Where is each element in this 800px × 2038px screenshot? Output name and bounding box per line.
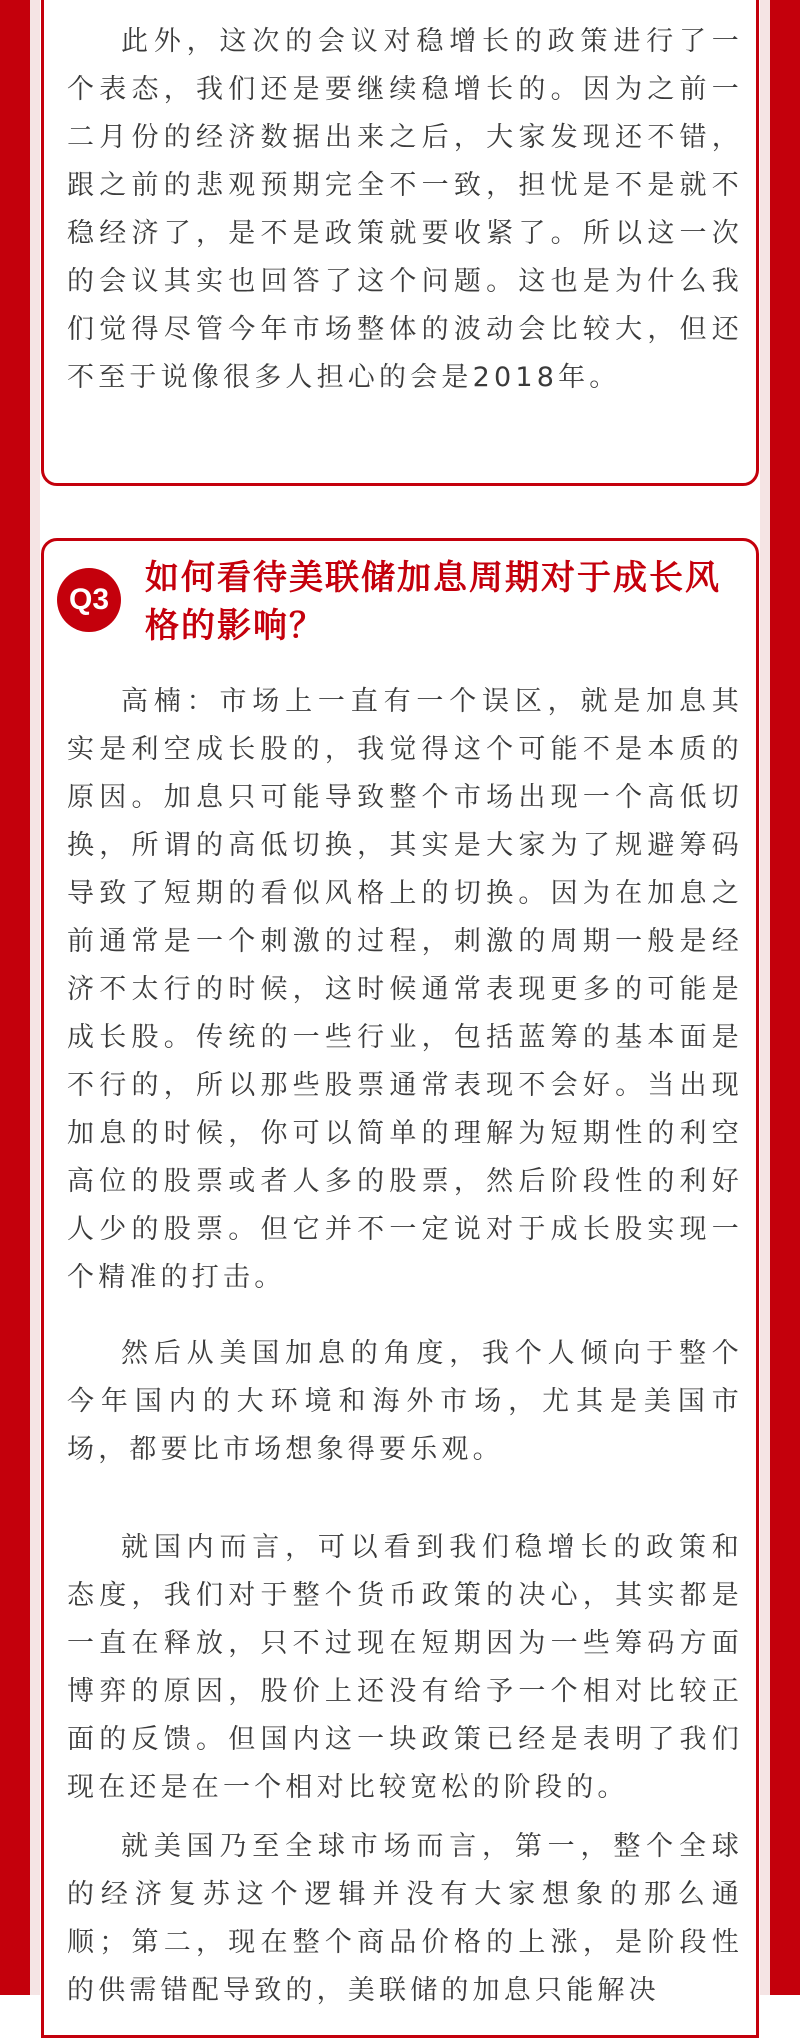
q3-question-title: 如何看待美联储加息周期对于成长风格的影响？ (145, 558, 721, 646)
right-inner-border (760, 0, 770, 1995)
left-red-border (0, 0, 30, 1995)
q3-answer-paragraph-3: 就国内而言，可以看到我们稳增长的政策和态度，我们对于整个货币政策的决心，其实都是一直在释放，只不过现在短期因为一些筹码方面博弈的原因，股价上还没有给予一个相对比较正面的反馈。但国内这一块政策已经是表明了我们现在还是在一个相对比较宽松的阶段的。 (67, 1532, 743, 1803)
q3-answer-paragraph-4: 就美国乃至全球市场而言，第一，整个全球的经济复苏这个逻辑并没有大家想象的那么通顺；第二，现在整个商品价格的上涨，是阶段性的供需错配导致的，美联储的加息只能解决 (67, 1831, 743, 2006)
right-red-border (770, 0, 800, 1995)
left-inner-border (30, 0, 40, 1995)
q3-badge: Q3 (57, 568, 121, 632)
q3-answer-paragraph-1: 高楠：市场上一直有一个误区，就是加息其实是利空成长股的，我觉得这个可能不是本质的原因。加息只可能导致整个市场出现一个高低切换，所谓的高低切换，其实是大家为了规避筹码导致了短期的看似风格上的切换。因为在加息之前通常是一个刺激的过程，刺激的周期一般是经济不太行的时候，这时候通常表现更多的可能是成长股。传统的一些行业，包括蓝筹的基本面是不行的，所以那些股票通常表现不会好。当出现加息的时候，你可以简单的理解为短期性的利空高位的股票或者人多的股票，然后阶段性的利好人少的股票。但它并不一定说对于成长股实现一个精准的打击。 (67, 686, 743, 1293)
previous-answer-paragraph: 此外，这次的会议对稳增长的政策进行了一个表态，我们还是要继续稳增长的。因为之前一二月份的经济数据出来之后，大家发现还不错，跟之前的悲观预期完全不一致，担忧是不是就不稳经济了，是不是政策就要收紧了。所以这一次的会议其实也回答了这个问题。这也是为什么我们觉得尽管今年市场整体的波动会比较大，但还不至于说像很多人担心的会是2018年。 (67, 26, 743, 393)
q3-answer-paragraph-2: 然后从美国加息的角度，我个人倾向于整个今年国内的大环境和海外市场，尤其是美国市场，都要比市场想象得要乐观。 (67, 1338, 743, 1465)
